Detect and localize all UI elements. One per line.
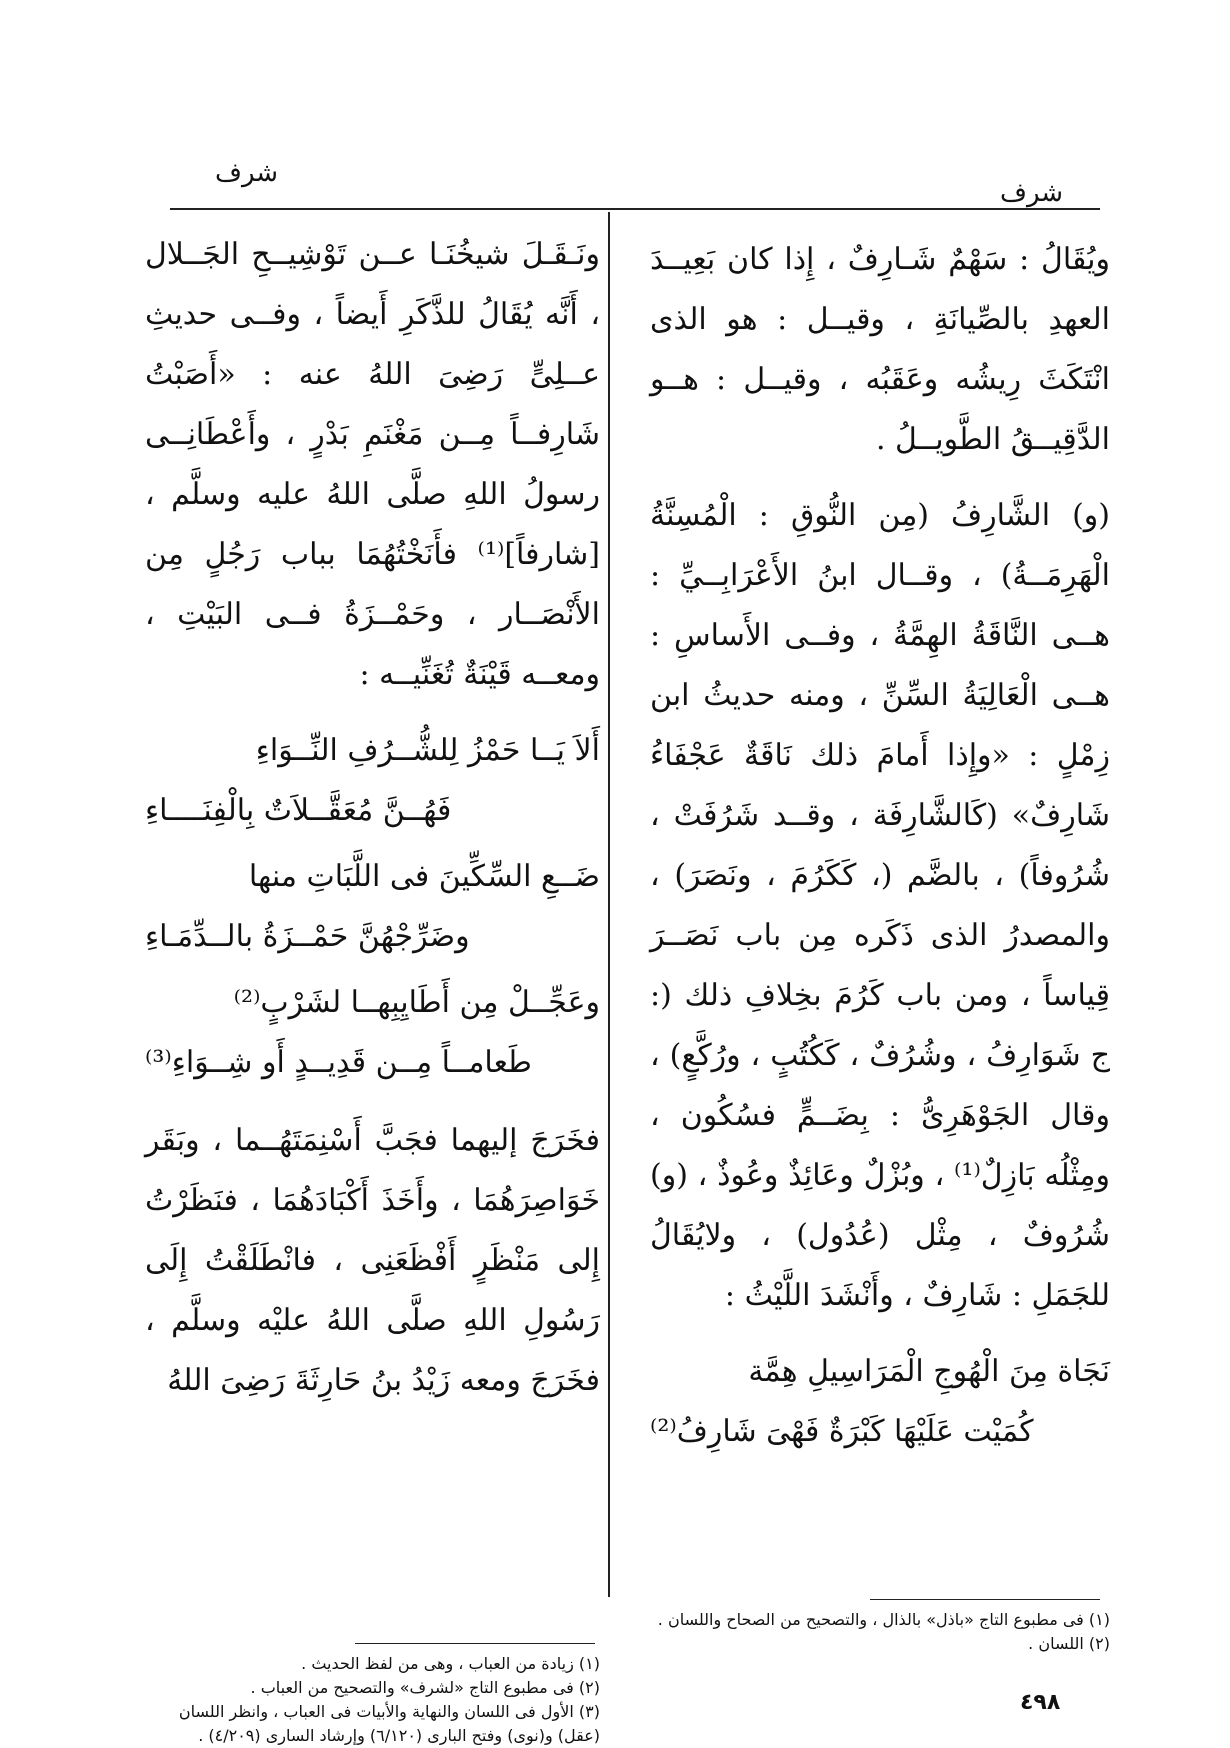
footnote: (١) زيادة من العباب ، وهى من لفظ الحديث . — [301, 1654, 600, 1673]
poem-verse — [650, 1342, 1110, 1462]
verse-first-hemistich: أَلاَ يَــا حَمْزُ لِلشُّــرُفِ النِّــوَاءِ — [255, 733, 600, 768]
verse-first-hemistich: وعَجِّــلْ مِن أَطَايِبِهــا لشَرْبٍ⁽²⁾ — [233, 985, 600, 1020]
right-paragraph-1: ويُقَالُ : سَهْمٌ شَـارِفٌ ، إِذا كان بَعِيــدَ العهدِ بالصِّيانَةِ ، وقيــل : هو الذى انْتَكَثَ رِيشُه وعَقَبُه ، وقيــل : هــو الدَّقِيــقُ الطَّويــلُ . — [650, 242, 1110, 457]
right-paragraph-2: (و) الشَّارِفُ (مِن النُّوقِ : الْمُسِنَّةُ الْهَرِمَــةُ) ، وقــال ابنُ الأَعْرَابِــيِّ : هــى النَّاقَةُ الهِمَّةُ ، وفــى الأَساسِ : هــى الْعَالِيَةُ السِّنِّ ، ومنه حديثُ ابن زِمْلٍ : «وإِذا أَمامَ ذلك نَاقَةٌ عَجْفَاءُ شَارِفٌ» (كَالشَّارِفَة ، وقــد شَرُفَتْ ، شُرُوفاً) ، بالضَّم (، كَكَرُمَ ، ونَصَرَ) ، والمصدرُ الذى ذَكَره مِن باب نَصَــرَ قِياساً ، ومن باب كَرُمَ بخِلافِ ذلك (: ج شَوَارِفُ ، وشُرُفٌ ، كَكُتُبٍ ، ورُكَّعٍ) ، وقال الجَوْهَرِىُّ : بِضَــمٍّ فسُكُون ، ومِثْلُه بَازِلٌ⁽¹⁾ ، وبُزْلٌ وعَائِذٌ وعُوذٌ ، (و) شُرُوفٌ ، مِثْل (عُدُول) ، ولايُقَالُ للجَمَلِ : شَارِفٌ ، وأَنْشَدَ اللَّيْثُ : — [650, 498, 1110, 1313]
running-header-left: شرف — [215, 158, 279, 188]
running-header-right: شرف — [1000, 178, 1064, 208]
column-divider — [608, 212, 610, 1597]
verse-second-hemistich: كُمَيْت عَلَيْهَا كَبْرَةٌ فَهْىَ شَارِفُ⁽²⁾ — [650, 1414, 1034, 1449]
footnote: (٣) الأول فى اللسان والنهاية والأبيات فى العباب ، وانظر اللسان (عقل) و(نوى) وفتح البارى (٦/١٢٠) وإرشاد السارى (٤/٢٠٩) . — [178, 1702, 600, 1745]
right-poem — [650, 1342, 1110, 1462]
verse-first-hemistich: نَجَاة مِنَ الْهُوجِ الْمَرَاسِيلِ هِمَّة — [748, 1354, 1110, 1389]
verse-second-hemistich: فَهُــنَّ مُعَقَّــلاَتٌ بِالْفِنَــــاءِ — [145, 793, 452, 828]
header-rule — [170, 208, 1100, 210]
poem-verse — [145, 973, 600, 1093]
page-number: ٤٩٨ — [1020, 1690, 1061, 1715]
footnotes-left — [145, 1652, 600, 1748]
footnote: (٢) فى مطبوع التاج «لشرف» والتصحيح من العباب . — [250, 1678, 600, 1697]
left-poem — [145, 721, 600, 1093]
right-column — [650, 230, 1110, 1480]
poem-verse — [145, 721, 600, 841]
poem-verse — [145, 847, 600, 967]
left-paragraph-outro: فخَرَجَ إليهما فجَبَّ أَسْنِمَتَهُــما ، وبَقَر خَوَاصِرَهُمَا ، وأَخَذَ أَكْبَادَهُمَا ، فنَظَرْتُ إِلى مَنْظَرٍ أَفْظَعَنِى ، فانْطَلَقْتُ إِلَى رَسُولِ اللهِ صلَّى اللهُ عليْه وسلَّم ، فخَرَجَ ومعه زَيْدُ بنُ حَارِثَةَ رَضِىَ اللهُ — [145, 1123, 600, 1398]
footnote-rule-right — [870, 1599, 1100, 1600]
verse-second-hemistich: طَعامــاً مِــن قَدِيــدٍ أَو شِــوَاءِ⁽³⁾ — [145, 1045, 532, 1080]
left-paragraph-intro: ونَـقَـلَ شيخُنَـا عــن تَوْشِيــحِ الجَــلال ، أَنَّه يُقَالُ للذَّكَرِ أَيضاً ، وفــى حديثِ عــلِىٍّ رَضِىَ اللهُ عنه : «أَصَبْتُ شَارِفــاً مِــن مَغْنَمِ بَدْرٍ ، وأَعْطَانِــى رسولُ اللهِ صلَّى اللهُ عليه وسلَّم ، [شارفاً]⁽¹⁾ فأَنَخْتُهُمَا بباب رَجُلٍ مِن الأَنْصَــار ، وحَمْــزَةُ فــى البَيْتِ ، ومعــه قَيْنَةٌ تُغَنِّيــه : — [145, 237, 600, 692]
footnote: (٢) اللسان . — [1028, 1634, 1110, 1653]
verse-first-hemistich: ضَــعِ السِّكِّينَ فى اللَّبَاتِ منها — [248, 859, 600, 894]
footnotes-right — [650, 1608, 1110, 1656]
verse-second-hemistich: وضَرِّجْهُنَّ حَمْــزَةُ بالــدِّمَـاءِ — [145, 919, 470, 954]
left-column — [145, 225, 600, 1427]
footnote-rule-left — [355, 1643, 595, 1644]
footnote: (١) فى مطبوع التاج «باذل» بالذال ، والتصحيح من الصحاح واللسان . — [657, 1610, 1110, 1629]
